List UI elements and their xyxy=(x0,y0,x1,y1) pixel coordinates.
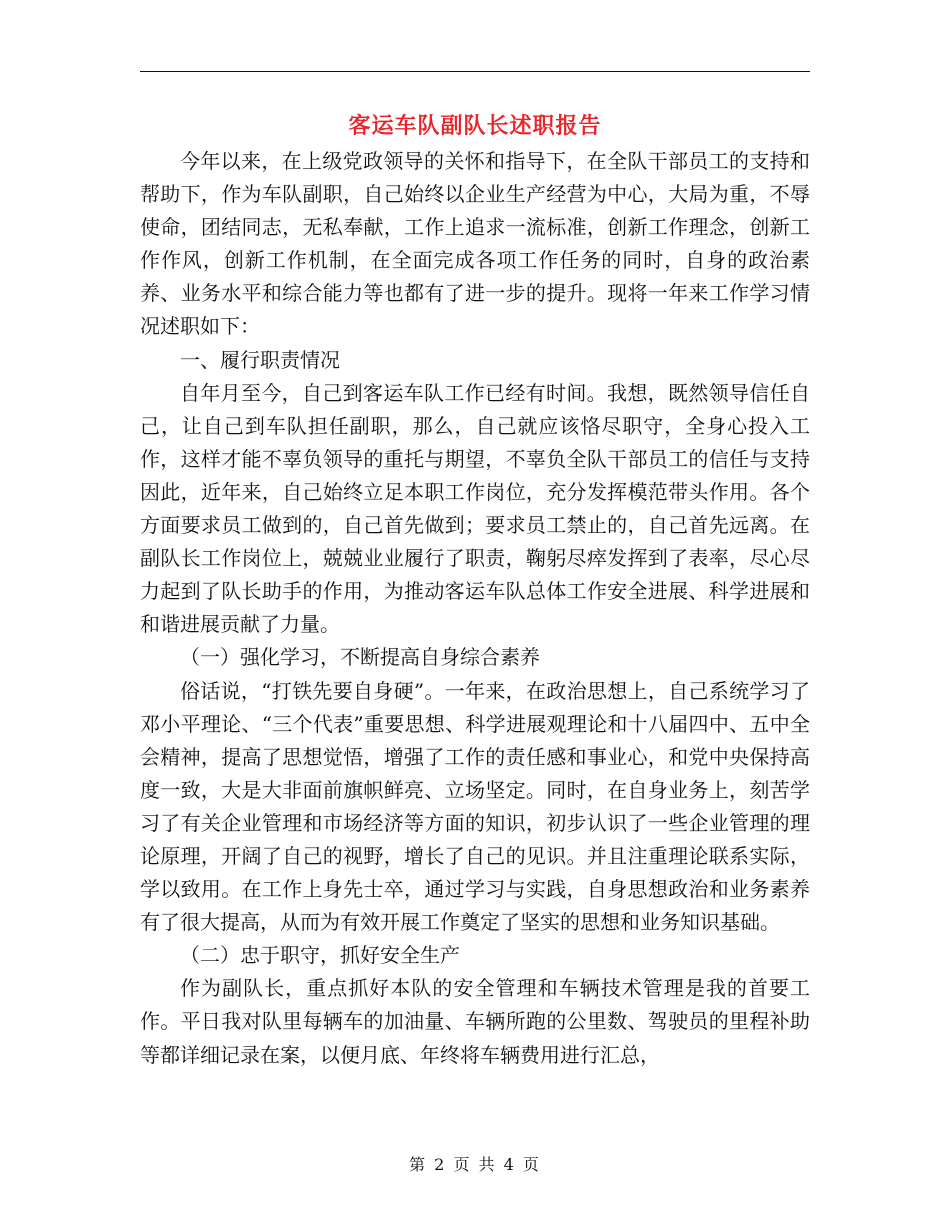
paragraph-safety: 作为副队长，重点抓好本队的安全管理和车辆技术管理是我的首要工作。平日我对队里每辆车的加油量、车辆所跑的公里数、驾驶员的里程补助等都详细记录在案，以便月底、年终将车辆费用进行汇总， xyxy=(140,976,810,1067)
subsection-heading-2: （二）忠于职守，抓好安全生产 xyxy=(180,943,460,968)
header-rule xyxy=(140,71,810,72)
paragraph-duties: 自年月至今，自己到客运车队工作已经有时间。我想，既然领导信任自己，让自己到车队担任副职，那么，自己就应该恪尽职守，全身心投入工作，这样才能不辜负领导的重托与期望，不辜负全队干部员工的信任与支持因此，近年来，自己始终立足本职工作岗位，充分发挥模范带头作用。各个方面要求员工做到的，自己首先做到；要求员工禁止的，自己首先远离。在副队长工作岗位上，兢兢业业履行了职责，鞠躬尽瘁发挥到了表率，尽心尽力起到了队长助手的作用，为推动客运车队总体工作安全进展、科学进展和和谐进展贡献了力量。 xyxy=(140,380,810,637)
document-body xyxy=(140,145,810,1072)
paragraph-intro: 今年以来，在上级党政领导的关怀和指导下，在全队干部员工的支持和帮助下，作为车队副职，自己始终以企业生产经营为中心，大局为重，不辱使命，团结同志，无私奉献，工作上追求一流标准，创新工作理念，创新工作作风，创新工作机制，在全面完成各项工作任务的同时，自身的政治素养、业务水平和综合能力等也都有了进一步的提升。现将一年来工作学习情况述职如下： xyxy=(140,149,810,339)
paragraph-study: 俗话说，“打铁先要自身硬”。一年来，在政治思想上，自己系统学习了邓小平理论、“三个代表”重要思想、科学进展观理论和十八届四中、五中全会精神，提高了思想觉悟，增强了工作的责任感和事业心，和党中央保持高度一致，大是大非面前旗帜鲜亮、立场坚定。同时，在自身业务上，刻苦学习了有关企业管理和市场经济等方面的知识，初步认识了一些企业管理的理论原理，开阔了自己的视野，增长了自己的见识。并且注重理论联系实际，学以致用。在工作上身先士卒，通过学习与实践，自身思想政治和业务素养有了很大提高，从而为有效开展工作奠定了坚实的思想和业务知识基础。 xyxy=(140,678,810,935)
subsection-heading-1: （一）强化学习，不断提高自身综合素养 xyxy=(180,645,540,670)
document-title: 客运车队副队长述职报告 xyxy=(348,113,602,139)
section-heading-1: 一、履行职责情况 xyxy=(180,347,340,372)
page-number-footer: 第 2 页 共 4 页 xyxy=(409,1155,541,1174)
